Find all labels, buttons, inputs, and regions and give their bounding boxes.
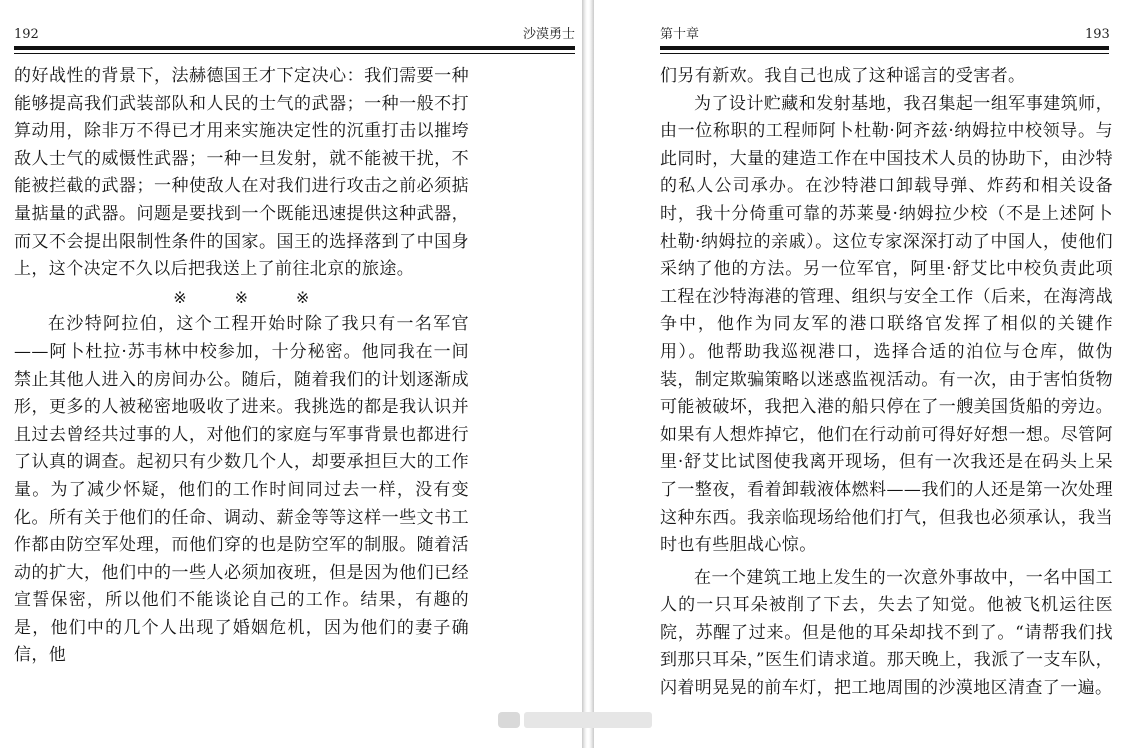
right-page-number: 193 bbox=[1085, 27, 1110, 42]
watermark-text-blur bbox=[524, 712, 652, 728]
right-header-rule-thin bbox=[660, 53, 1109, 54]
book-gutter bbox=[582, 0, 594, 748]
right-body-text bbox=[660, 63, 1113, 703]
right-paragraph-3: 在一个建筑工地上发生的一次意外事故中，一名中国工人的一只耳朵被削了下去，失去了知觉。他被飞机运往医院，苏醒了过来。但是他的耳朵却找不到了。“请帮我们找到那只耳朵，”医生们请求道。那天晚上，我派了一支车队，闪着明晃晃的前车灯，把工地周围的沙漠地区清查了一遍。 bbox=[660, 567, 1113, 699]
left-body-text bbox=[14, 63, 469, 670]
blurred-watermark bbox=[498, 709, 658, 731]
left-paragraph-2: 在沙特阿拉伯，这个工程开始时除了我只有一名军官——阿卜杜拉·苏韦林中校参加，十分秘密。他同我在一间禁止其他人进入的房间办公。随后，随着我们的计划逐渐成形，更多的人被秘密地吸收了进来。我挑选的都是我认识并且过去曾经共过事的人，对他们的家庭与军事背景也都进行了认真的调查。起初只有少数几个人，却要承担巨大的工作量。为了减少怀疑，他们的工作时间同过去一样，没有变化。所有关于他们的任命、调动、薪金等等这样一些文书工作都由防空军处理，而他们穿的也是防空军的制服。随着活动的扩大，他们中的一些人必须加夜班，但是因为他们已经宣誓保密，所以他们不能谈论自己的工作。结果，有趣的是，他们中的几个人出现了婚姻危机，因为他们的妻子确信，他 bbox=[14, 314, 469, 666]
watermark-logo-icon bbox=[498, 712, 520, 728]
right-paragraph-1: 们另有新欢。我自己也成了这种谣言的受害者。 bbox=[660, 66, 1026, 86]
left-page-number: 192 bbox=[14, 27, 39, 42]
right-page bbox=[594, 0, 1143, 748]
left-header-rule-thin bbox=[14, 53, 575, 54]
left-paragraph-1: 的好战性的背景下，法赫德国王才下定决心：我们需要一种能够提高我们武装部队和人民的士气的武器；一种一般不打算动用，除非万不得已才用来实施决定性的沉重打击以摧垮敌人士气的威慑性武器；一种一旦发射，就不能被干扰，不能被拦截的武器；一种使敌人在对我们进行攻击之前必须掂量掂量的武器。问题是要找到一个既能迅速提供这种武器，而又不会提出限制性条件的国家。国王的选择落到了中国身上，这个决定不久以后把我送上了前往北京的旅途。 bbox=[14, 66, 469, 280]
right-header-rule-thick bbox=[660, 46, 1109, 50]
left-header-rule-thick bbox=[14, 46, 575, 50]
section-separator: ※ ※ ※ bbox=[173, 287, 310, 307]
right-paragraph-2: 为了设计贮藏和发射基地，我召集起一组军事建筑师，由一位称职的工程师阿卜杜勒·阿齐兹·纳姆拉中校领导。与此同时，大量的建造工作在中国技术人员的协助下，由沙特的私人公司承办。在沙特港口卸载导弹、炸药和相关设备时，我十分倚重可靠的苏莱曼·纳姆拉少校（不是上述阿卜杜勒·纳姆拉的亲戚）。这位专家深深打动了中国人，使他们采纳了他的方法。另一位军官，阿里·舒艾比中校负责此项工程在沙特海港的管理、组织与安全工作（后来，在海湾战争中，他作为同友军的港口联络官发挥了相似的关键作用）。他帮助我巡视港口，选择合适的泊位与仓库，做伪装，制定欺骗策略以迷惑监视活动。有一次，由于害怕货物可能被破坏，我把入港的船只停在了一艘美国货船的旁边。如果有人想炸掉它，他们在行动前可得好好想一想。尽管阿里·舒艾比试图使我离开现场，但有一次我还是在码头上呆了一整夜，看着卸载液体燃料——我们的人还是第一次处理这种东西。我亲临现场给他们打气，但我也必须承认，我当时也有些胆战心惊。 bbox=[660, 93, 1113, 556]
right-chapter-header: 第十章 bbox=[660, 27, 700, 42]
left-running-header: 沙漠勇士 bbox=[522, 27, 575, 42]
